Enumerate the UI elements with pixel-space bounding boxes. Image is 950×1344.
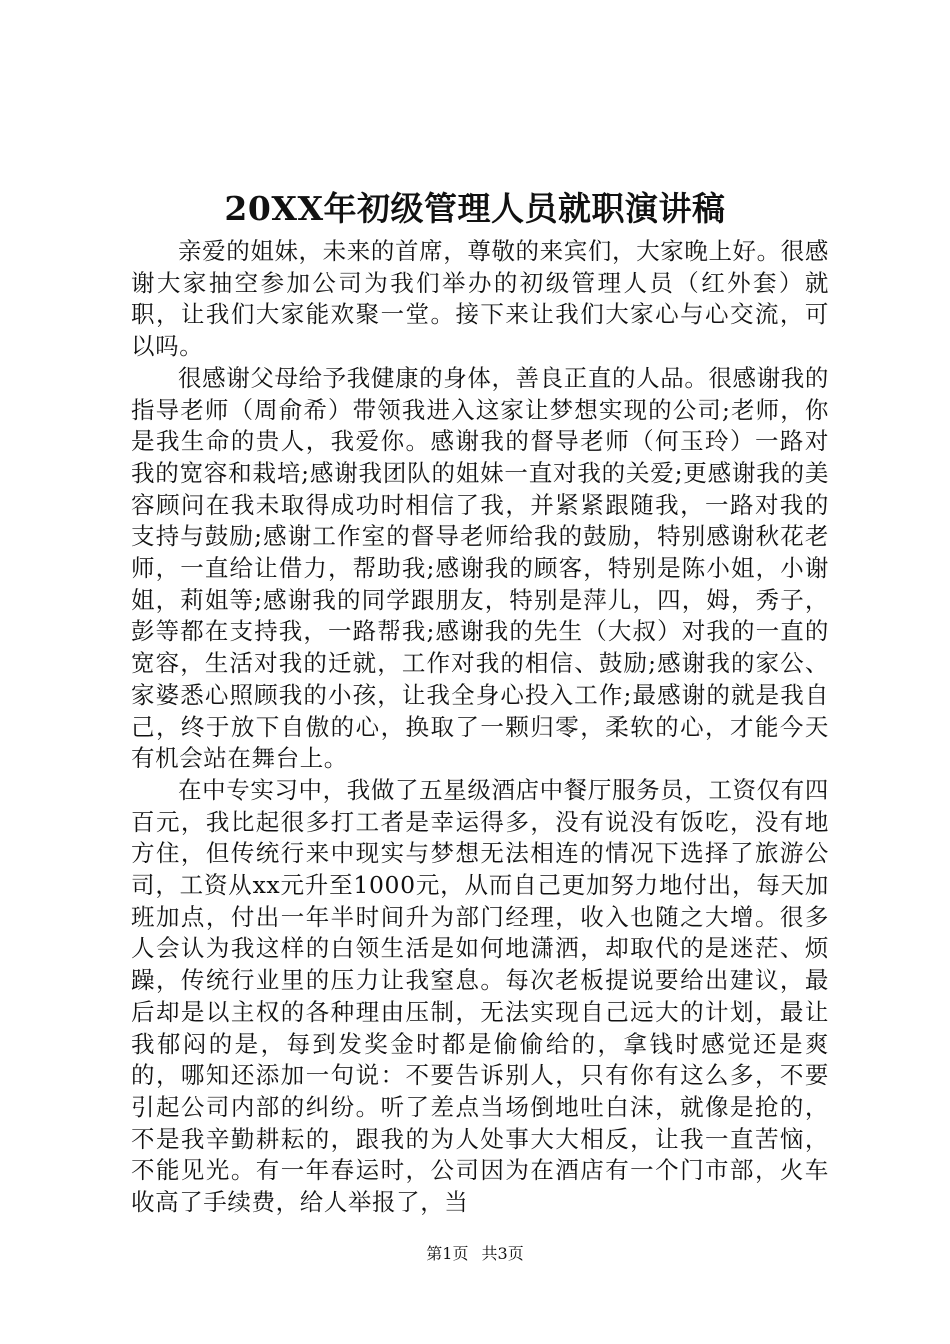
paragraph-experience: 在中专实习中，我做了五星级酒店中餐厅服务员，工资仅有四百元，我比起很多打工者是幸运得多，没有说没有饭吃，没有地方住，但传统行来中现实与梦想无法相连的情况下选择了旅游公司，工资从xx元升至1000元，从而自己更加努力地付出，每天加班加点，付出一年半时间升为部门经理，收入也随之大增。很多人会认为我这样的白领生活是如何地潇洒，却取代的是迷茫、烦躁，传统行业里的压力让我窒息。每次老板提说要给出建议，最后却是以主权的各种理由压制，无法实现自己远大的计划，最让我郁闷的是，每到发奖金时都是偷偷给的，拿钱时感觉还是爽的，哪知还添加一句说：不要告诉别人，只有你有这么多，不要引起公司内部的纠纷。听了差点当场倒地吐白沫，就像是抢的，不是我辛勤耕耘的，跟我的为人处事大大相反，让我一直苦恼，不能见光。有一年春运时，公司因为在酒店有一个门市部，火车收高了手续费，给人举报了，当 [131, 775, 829, 1217]
document-title: 20XX年初级管理人员就职演讲稿 [224, 189, 726, 228]
page-number: 第1页 [426, 1244, 469, 1263]
page-footer [0, 1244, 950, 1264]
paragraph-thanks: 很感谢父母给予我健康的身体，善良正直的人品。很感谢我的指导老师（周俞希）带领我进入这家让梦想实现的公司;老师，你是我生命的贵人，我爱你。感谢我的督导老师（何玉玲）一路对我的宽容和栽培;感谢我团队的姐妹一直对我的关爱;更感谢我的美容顾问在我未取得成功时相信了我，并紧紧跟随我，一路对我的支持与鼓励;感谢工作室的督导老师给我的鼓励，特别感谢秋花老师，一直给让借力，帮助我;感谢我的顾客，特别是陈小姐，小谢姐，莉姐等;感谢我的同学跟朋友，特别是萍儿，四，姆，秀子，彭等都在支持我，一路帮我;感谢我的先生（大叔）对我的一直的宽容，生活对我的迁就，工作对我的相信、鼓励;感谢我的家公、家婆悉心照顾我的小孩，让我全身心投入工作;最感谢的就是我自己，终于放下自傲的心，换取了一颗归零，柔软的心，才能今天有机会站在舞台上。 [131, 363, 829, 773]
document-body [131, 236, 829, 1219]
page-total: 共3页 [481, 1244, 524, 1263]
paragraph-greeting: 亲爱的姐妹，未来的首席，尊敬的来宾们，大家晚上好。很感谢大家抽空参加公司为我们举办的初级管理人员（红外套）就职，让我们大家能欢聚一堂。接下来让我们大家心与心交流，可以吗。 [131, 237, 829, 361]
